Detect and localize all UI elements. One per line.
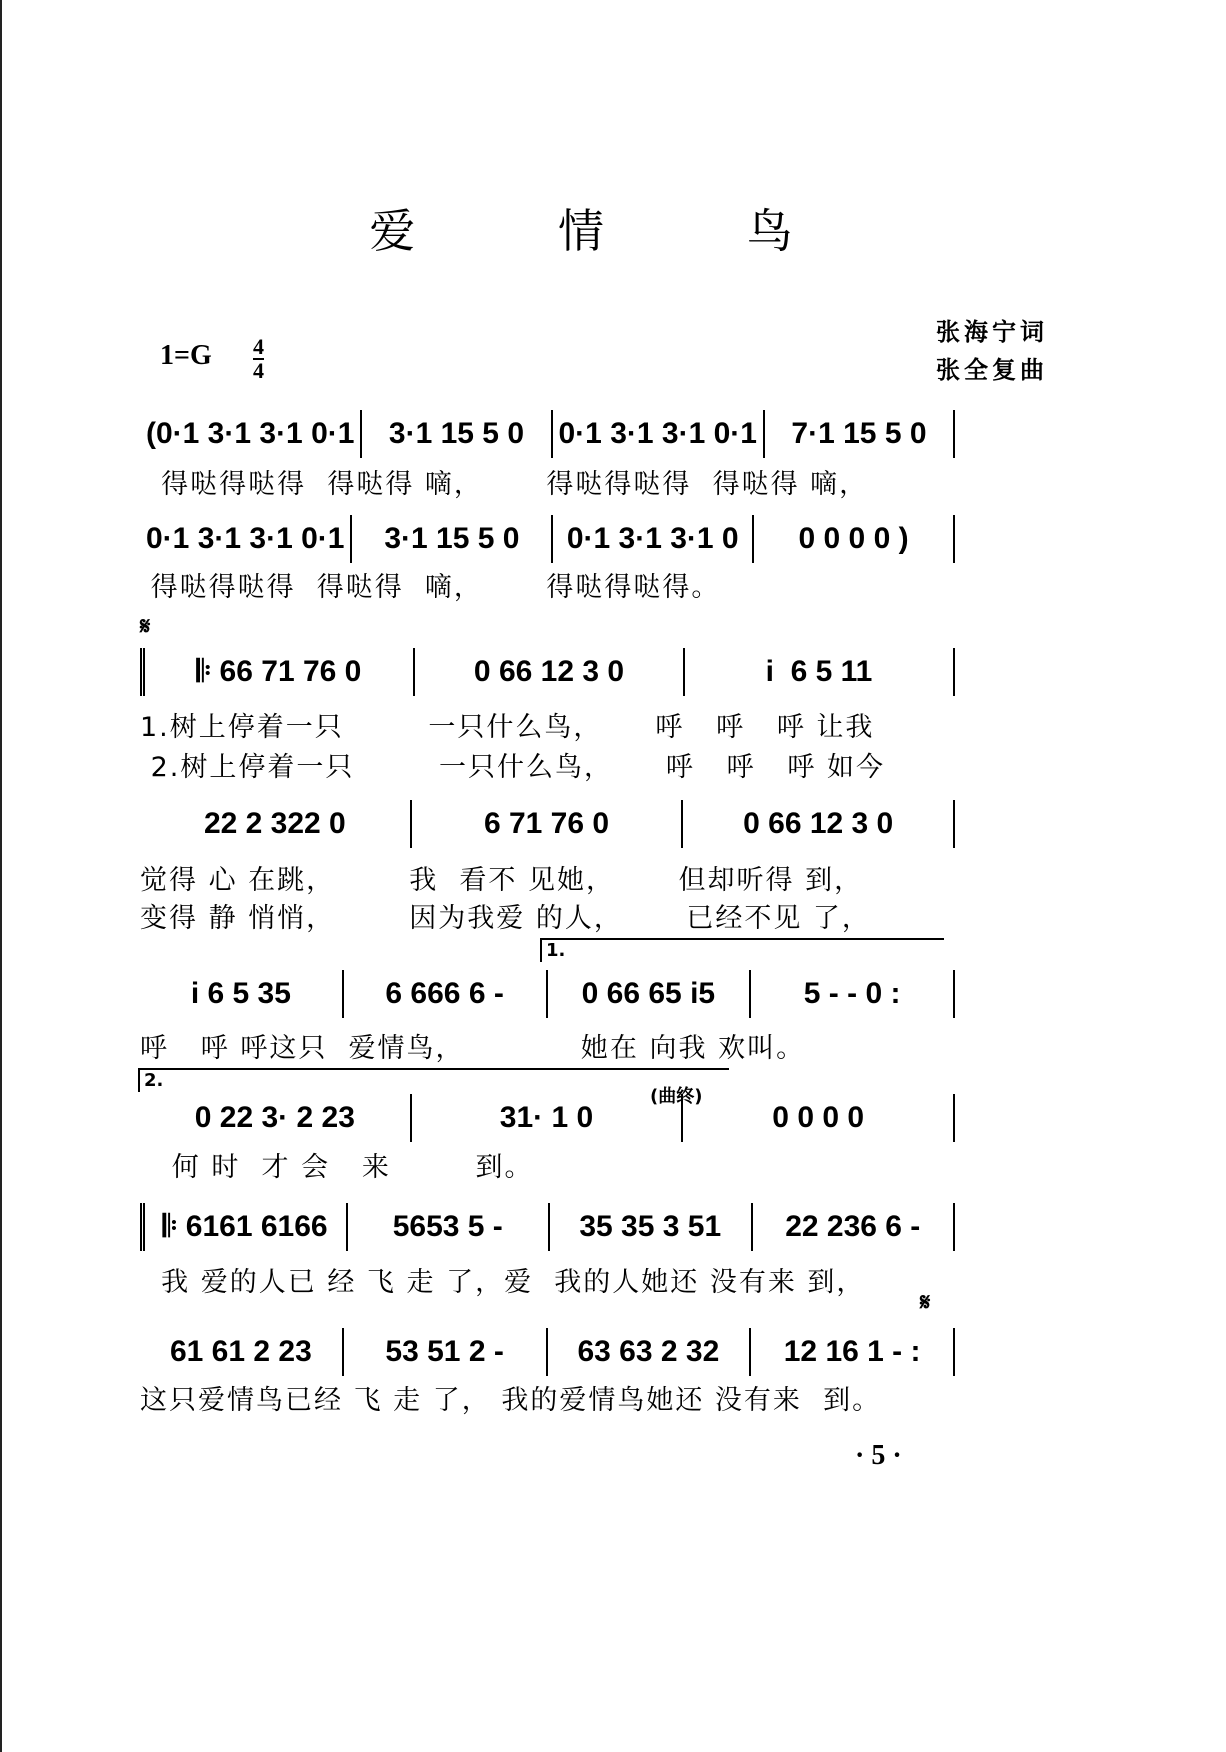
measure: 𝄆 66 71 76 0	[140, 648, 415, 696]
notation-system	[140, 1094, 955, 1142]
lyricist-credit: 张海宁词	[936, 318, 1048, 346]
measure: 12 16 1 - :	[751, 1328, 955, 1376]
time-signature-bottom: 4	[253, 358, 264, 383]
page-number: · 5 ·	[855, 1440, 902, 1471]
lyric-line: 这只爱情鸟已经 飞 走 了， 我的爱情鸟她还 没有来 到。	[140, 1385, 882, 1416]
song-title: 爱 情 鸟	[369, 204, 857, 258]
measure: 53 51 2 -	[344, 1328, 548, 1376]
measure: 0·1 3·1 3·1 0·1	[553, 410, 765, 458]
lyric-line: 得哒得哒得 得哒得 嘀， 得哒得哒得 得哒得 嘀，	[140, 469, 869, 500]
lyric-line: 何 时 才 会 来 到。	[140, 1152, 534, 1183]
notation-system	[140, 515, 955, 563]
measure: 6 666 6 -	[344, 970, 548, 1018]
measure: 0 0 0 0	[683, 1094, 955, 1142]
measure: 5653 5 -	[348, 1203, 551, 1251]
notation-system	[140, 648, 955, 696]
measure: 0 0 0 0 )	[754, 515, 955, 563]
lyric-line: 2.树上停着一只 一只什么鸟， 呼 呼 呼 如今	[140, 752, 885, 783]
measure: 5 - - 0 :	[751, 970, 955, 1018]
notation-system	[140, 410, 955, 458]
notation-system	[140, 1203, 955, 1251]
key-signature: 1=G	[160, 340, 212, 371]
notation-system	[140, 800, 955, 848]
measure: 𝄆 6161 6166	[140, 1203, 348, 1251]
measure: 31· 1 0	[412, 1094, 684, 1142]
measure: 0 66 12 3 0	[415, 648, 685, 696]
measure: 0·1 3·1 3·1 0·1	[140, 515, 352, 563]
lyric-line: 得哒得哒得 得哒得 嘀， 得哒得哒得。	[140, 572, 721, 603]
volta-1: 1.	[540, 938, 944, 962]
measure: 6 71 76 0	[412, 800, 684, 848]
measure: i 6 5 35	[140, 970, 344, 1018]
segno-sign-end: 𝄋	[920, 1288, 931, 1316]
lyric-line: 觉得 心 在跳， 我 看不 见她， 但却听得 到，	[140, 865, 864, 896]
time-signature-top: 4	[253, 334, 264, 359]
measure: (0·1 3·1 3·1 0·1	[140, 410, 362, 458]
lyric-line: 1.树上停着一只 一只什么鸟， 呼 呼 呼 让我	[140, 712, 875, 743]
measure: 7·1 15 5 0	[765, 410, 955, 458]
lyric-line: 呼 呼 呼这只 爱情鸟， 她在 向我 欢叫。	[140, 1033, 806, 1064]
segno-sign: 𝄋	[140, 612, 151, 640]
volta-2: 2.	[138, 1068, 729, 1092]
measure: 0 66 65 i5	[548, 970, 752, 1018]
notation-system	[140, 1328, 955, 1376]
measure: 0 66 12 3 0	[683, 800, 955, 848]
measure: 63 63 2 32	[548, 1328, 752, 1376]
measure: 3·1 15 5 0	[362, 410, 552, 458]
lyric-line: 变得 静 悄悄， 因为我爱 的人， 已经不见 了，	[140, 903, 871, 934]
measure: 35 35 3 51	[550, 1203, 753, 1251]
measure: 0·1 3·1 3·1 0	[553, 515, 754, 563]
measure: i 6 5 11	[685, 648, 955, 696]
lyric-line: 我 爱的人已 经 飞 走 了，爱 我的人她还 没有来 到，	[140, 1267, 866, 1298]
page-edge	[0, 0, 2, 1752]
notation-system	[140, 970, 955, 1018]
composer-credit: 张全复曲	[936, 356, 1048, 384]
time-signature	[253, 336, 264, 382]
measure: 22 2 322 0	[140, 800, 412, 848]
fine-marker: (曲终)	[650, 1086, 703, 1107]
measure: 0 22 3· 2 23	[140, 1094, 412, 1142]
measure: 61 61 2 23	[140, 1328, 344, 1376]
measure: 22 236 6 -	[753, 1203, 956, 1251]
measure: 3·1 15 5 0	[352, 515, 553, 563]
